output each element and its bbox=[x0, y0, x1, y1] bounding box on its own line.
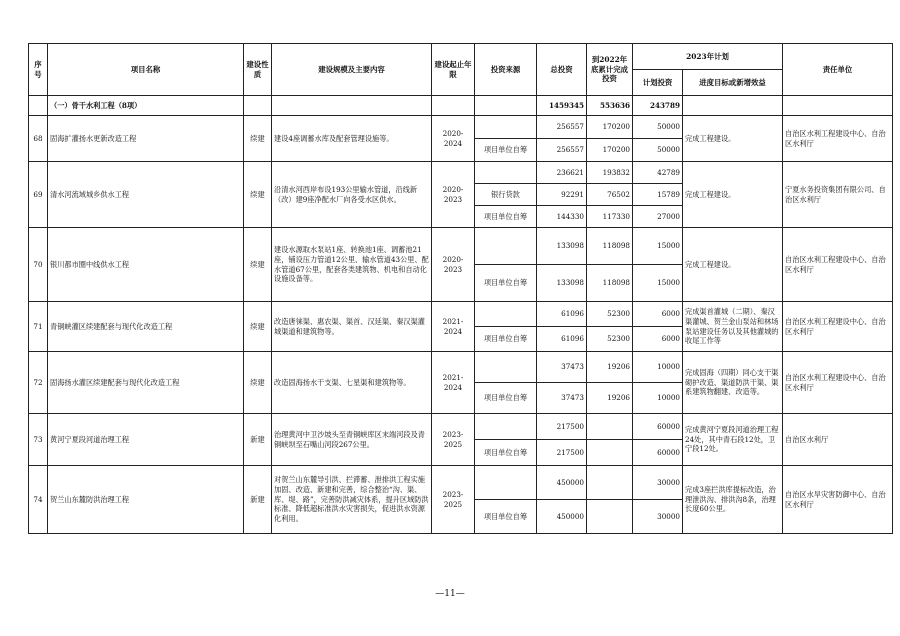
project-resp: 自治区水利工程建设中心、自治区水利厅 bbox=[783, 228, 893, 302]
table-row bbox=[29, 162, 893, 184]
project-scale: 治理黄河中卫沙坡头至青铜峡库区末端河段及青铜峡坝至石嘴山河段267公里。 bbox=[272, 414, 432, 466]
header-plan2023: 2023年计划 bbox=[633, 44, 783, 70]
funding-plan: 30000 bbox=[633, 500, 683, 534]
project-period: 2020-2023 bbox=[432, 162, 475, 228]
project-no: 72 bbox=[29, 352, 48, 414]
funding-plan: 50000 bbox=[633, 139, 683, 162]
project-nature: 新建 bbox=[244, 414, 272, 466]
funding-cum bbox=[587, 466, 633, 500]
project-progress: 完成工程建设。 bbox=[683, 162, 783, 228]
project-nature: 续建 bbox=[244, 352, 272, 414]
header-source: 投资来源 bbox=[475, 44, 537, 96]
header-scale: 建设规模及主要内容 bbox=[272, 44, 432, 96]
project-table bbox=[28, 43, 893, 534]
project-resp: 自治区水利厅 bbox=[783, 414, 893, 466]
funding-total: 217500 bbox=[537, 414, 587, 440]
project-progress: 完成黄河宁夏段河道治理工程24处，其中青石段12处，卫宁段12处。 bbox=[683, 414, 783, 466]
funding-total: 37473 bbox=[537, 352, 587, 383]
header-progress: 进度目标或新增效益 bbox=[683, 70, 783, 96]
funding-source: 项目单位自筹 bbox=[475, 265, 537, 302]
funding-source: 项目单位自筹 bbox=[475, 500, 537, 534]
funding-source bbox=[475, 414, 537, 440]
group-total: 1459345 bbox=[537, 96, 587, 116]
project-resp: 宁夏水务投资集团有限公司、自治区水利厅 bbox=[783, 162, 893, 228]
project-name: 贺兰山东麓防洪治理工程 bbox=[48, 466, 244, 534]
funding-source bbox=[475, 466, 537, 500]
project-nature: 新建 bbox=[244, 466, 272, 534]
funding-cum: 52300 bbox=[587, 327, 633, 352]
header-cum2022: 到2022年底累计完成投资 bbox=[587, 44, 633, 96]
funding-total: 450000 bbox=[537, 466, 587, 500]
funding-source: 项目单位自筹 bbox=[475, 440, 537, 466]
funding-source: 项目单位自筹 bbox=[475, 383, 537, 414]
project-no: 70 bbox=[29, 228, 48, 302]
funding-cum: 19206 bbox=[587, 352, 633, 383]
header-period: 建设起止年限 bbox=[432, 44, 475, 96]
project-period: 2020-2023 bbox=[432, 228, 475, 302]
funding-plan: 27000 bbox=[633, 206, 683, 228]
funding-plan: 6000 bbox=[633, 302, 683, 327]
funding-source bbox=[475, 352, 537, 383]
project-name: 固海扬水灌区续建配套与现代化改造工程 bbox=[48, 352, 244, 414]
funding-total: 256557 bbox=[537, 116, 587, 139]
funding-plan: 50000 bbox=[633, 116, 683, 139]
funding-plan: 60000 bbox=[633, 414, 683, 440]
funding-plan: 60000 bbox=[633, 440, 683, 466]
table-row bbox=[29, 228, 893, 265]
funding-cum: 19206 bbox=[587, 383, 633, 414]
funding-plan: 6000 bbox=[633, 327, 683, 352]
group-plan: 243789 bbox=[633, 96, 683, 116]
funding-source: 项目单位自筹 bbox=[475, 139, 537, 162]
funding-plan: 30000 bbox=[633, 466, 683, 500]
funding-source bbox=[475, 162, 537, 184]
project-no: 68 bbox=[29, 116, 48, 162]
funding-total: 61096 bbox=[537, 302, 587, 327]
funding-total: 236621 bbox=[537, 162, 587, 184]
page-number: —11— bbox=[435, 589, 465, 599]
funding-cum: 170200 bbox=[587, 139, 633, 162]
funding-cum: 76502 bbox=[587, 184, 633, 206]
project-progress: 完成工程建设。 bbox=[683, 228, 783, 302]
project-resp: 自治区水利工程建设中心、自治区水利厅 bbox=[783, 302, 893, 352]
funding-plan: 15000 bbox=[633, 228, 683, 265]
project-name: 银川都市圈中线供水工程 bbox=[48, 228, 244, 302]
funding-cum: 170200 bbox=[587, 116, 633, 139]
project-scale: 沿清水河西岸布设193公里输水管道，沿线新（改）建9座净配水厂向各受水区供水。 bbox=[272, 162, 432, 228]
funding-total: 37473 bbox=[537, 383, 587, 414]
funding-cum: 52300 bbox=[587, 302, 633, 327]
header-seq: 序号 bbox=[29, 44, 48, 96]
funding-total: 144330 bbox=[537, 206, 587, 228]
table-row bbox=[29, 302, 893, 327]
project-no: 71 bbox=[29, 302, 48, 352]
funding-source bbox=[475, 302, 537, 327]
table-row bbox=[29, 352, 893, 383]
project-scale: 对贺兰山东麓导引洪、拦滞蓄、泄排洪工程实施加固、改造、新建和完善，综合整治“沟、渠、库、堤、路”，完善防洪减灾体系，提升区域防洪标准、降低超标准洪水灾害损失，促进洪水资源化利用。 bbox=[272, 466, 432, 534]
project-period: 2023-2025 bbox=[432, 466, 475, 534]
project-period: 2023-2025 bbox=[432, 414, 475, 466]
project-name: 固海扩灌扬水更新改造工程 bbox=[48, 116, 244, 162]
funding-source: 银行贷款 bbox=[475, 184, 537, 206]
project-resp: 自治区水利工程建设中心、自治区水利厅 bbox=[783, 352, 893, 414]
funding-total: 217500 bbox=[537, 440, 587, 466]
funding-total: 450000 bbox=[537, 500, 587, 534]
project-name: 青铜峡灌区续建配套与现代化改造工程 bbox=[48, 302, 244, 352]
project-scale: 改造固海扬水干支渠、七星渠和建筑物等。 bbox=[272, 352, 432, 414]
project-nature: 续建 bbox=[244, 116, 272, 162]
group-cum: 553636 bbox=[587, 96, 633, 116]
project-scale: 建设4座调蓄水库及配套管理设施等。 bbox=[272, 116, 432, 162]
project-progress: 完成渠首灌城（二期）、秦汉渠灌城、贺兰金山泵站和林场泵站建设任务以及其他灌城的收尾工作等 bbox=[683, 302, 783, 352]
funding-total: 256557 bbox=[537, 139, 587, 162]
project-no: 74 bbox=[29, 466, 48, 534]
funding-plan: 10000 bbox=[633, 383, 683, 414]
project-resp: 自治区水旱灾害防御中心、自治区水利厅 bbox=[783, 466, 893, 534]
funding-cum: 193832 bbox=[587, 162, 633, 184]
project-scale: 建设水源取水泵站1座、转换池1座、调蓄池21座，铺设压力管道12公里、输水管道43公里、配水管道67公里，配套各类建筑物、机电和自动化设施设备等。 bbox=[272, 228, 432, 302]
funding-plan: 15000 bbox=[633, 265, 683, 302]
project-period: 2021-2024 bbox=[432, 352, 475, 414]
funding-plan: 15789 bbox=[633, 184, 683, 206]
funding-cum: 118098 bbox=[587, 265, 633, 302]
funding-plan: 42789 bbox=[633, 162, 683, 184]
project-name: 清水河流域城乡供水工程 bbox=[48, 162, 244, 228]
funding-source: 项目单位自筹 bbox=[475, 327, 537, 352]
project-progress: 完成3座拦洪库提标改造，治理泄洪沟、排洪沟8条，治理长度60公里。 bbox=[683, 466, 783, 534]
header-planinv: 计划投资 bbox=[633, 70, 683, 96]
project-nature: 续建 bbox=[244, 302, 272, 352]
project-no: 69 bbox=[29, 162, 48, 228]
header-nature: 建设性质 bbox=[244, 44, 272, 96]
project-period: 2020-2024 bbox=[432, 116, 475, 162]
group-title: （一）骨干水利工程（8项） bbox=[48, 96, 244, 116]
funding-total: 92291 bbox=[537, 184, 587, 206]
funding-cum bbox=[587, 414, 633, 440]
header-total: 总投资 bbox=[537, 44, 587, 96]
funding-cum: 117330 bbox=[587, 206, 633, 228]
project-progress: 完成工程建设。 bbox=[683, 116, 783, 162]
project-resp: 自治区水利工程建设中心、自治区水利厅 bbox=[783, 116, 893, 162]
project-name: 黄河宁夏段河道治理工程 bbox=[48, 414, 244, 466]
funding-total: 133098 bbox=[537, 228, 587, 265]
project-nature: 续建 bbox=[244, 162, 272, 228]
header-resp: 责任单位 bbox=[783, 44, 893, 96]
table-body bbox=[29, 96, 893, 534]
project-no: 73 bbox=[29, 414, 48, 466]
project-nature: 续建 bbox=[244, 228, 272, 302]
funding-total: 61096 bbox=[537, 327, 587, 352]
project-period: 2021-2024 bbox=[432, 302, 475, 352]
header-name: 项目名称 bbox=[48, 44, 244, 96]
funding-source bbox=[475, 116, 537, 139]
table-row bbox=[29, 414, 893, 440]
funding-plan: 10000 bbox=[633, 352, 683, 383]
funding-source: 项目单位自筹 bbox=[475, 206, 537, 228]
funding-cum bbox=[587, 500, 633, 534]
table-row bbox=[29, 466, 893, 500]
funding-cum bbox=[587, 440, 633, 466]
funding-total: 133098 bbox=[537, 265, 587, 302]
project-progress: 完成固海（四期）同心支干渠砌护改造、渠道防洪干渠、渠系建筑物翻建、改造等。 bbox=[683, 352, 783, 414]
funding-source bbox=[475, 228, 537, 265]
table-row bbox=[29, 116, 893, 139]
funding-cum: 118098 bbox=[587, 228, 633, 265]
project-scale: 改造唐徕渠、惠农渠、渠首、汉延渠、秦汉渠灌城渠道和建筑物等。 bbox=[272, 302, 432, 352]
group-row bbox=[29, 96, 893, 116]
